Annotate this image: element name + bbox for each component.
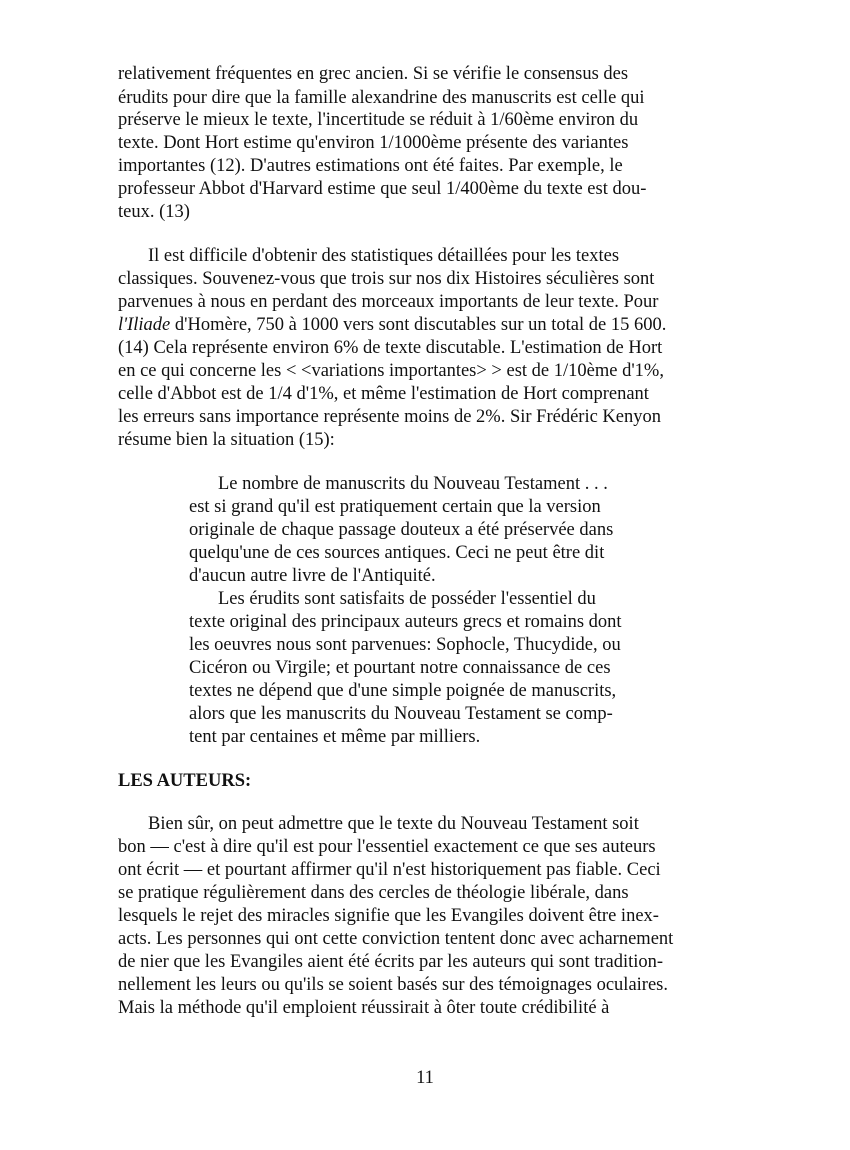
quote-line: est si grand qu'il est pratiquement certain que la version — [189, 497, 601, 517]
paragraph-line: celle d'Abbot est de 1/4 d'1%, et même l'estimation de Hort comprenant — [118, 384, 649, 404]
paragraph-line: bon — c'est à dire qu'il est pour l'essentiel exactement ce que ses auteurs — [118, 837, 656, 857]
paragraph-line: nellement les leurs ou qu'ils se soient basés sur des témoignages oculaires. — [118, 975, 668, 995]
paragraph-line: lesquels le rejet des miracles signifie que les Evangiles doivent être inex- — [118, 906, 659, 926]
quote-line: les oeuvres nous sont parvenues: Sophocle, Thucydide, ou — [189, 635, 621, 655]
book-title-italic: l'Iliade — [118, 315, 171, 335]
quote-line: textes ne dépend que d'une simple poignée de manuscrits, — [189, 681, 617, 701]
paragraph-line — [118, 313, 666, 337]
paragraph-line: de nier que les Evangiles aient été écrits par les auteurs qui sont tradition- — [118, 952, 664, 972]
page-number: 11 — [416, 1068, 434, 1088]
paragraph-line: relativement fréquentes en grec ancien. Si se vérifie le consensus des — [118, 64, 629, 84]
quote-line: tent par centaines et même par milliers. — [189, 727, 481, 747]
paragraph-line: érudits pour dire que la famille alexandrine des manuscrits est celle qui — [118, 88, 645, 108]
quote-line: d'aucun autre livre de l'Antiquité. — [189, 566, 436, 586]
paragraph-line: se pratique régulièrement dans des cercles de théologie libérale, dans — [118, 883, 629, 903]
paragraph-line: classiques. Souvenez-vous que trois sur nos dix Histoires séculières sont — [118, 269, 655, 289]
quote-line: Cicéron ou Virgile; et pourtant notre connaissance de ces — [189, 658, 611, 678]
quote-line: texte original des principaux auteurs grecs et romains dont — [189, 612, 622, 632]
paragraph-line: en ce qui concerne les < <variations importantes> > est de 1/10ème d'1%, — [118, 361, 664, 381]
paragraph-line: professeur Abbot d'Harvard estime que seul 1/400ème du texte est dou- — [118, 179, 647, 199]
quote-line: quelqu'une de ces sources antiques. Ceci ne peut être dit — [189, 543, 605, 563]
paragraph-line: Bien sûr, on peut admettre que le texte du Nouveau Testament soit — [148, 814, 639, 834]
paragraph-line: (14) Cela représente environ 6% de texte discutable. L'estimation de Hort — [118, 338, 663, 358]
line-text: d'Homère, 750 à 1000 vers sont discutables sur un total de 15 600. — [170, 315, 667, 335]
paragraph-line: parvenues à nous en perdant des morceaux importants de leur texte. Pour — [118, 292, 659, 312]
paragraph-line: Mais la méthode qu'il emploient réussirait à ôter toute crédibilité à — [118, 998, 610, 1018]
section-heading: LES AUTEURS: — [118, 771, 252, 791]
paragraph-line: résume bien la situation (15): — [118, 430, 335, 450]
quote-line: alors que les manuscrits du Nouveau Testament se comp- — [189, 704, 613, 724]
paragraph-line: teux. (13) — [118, 202, 190, 222]
paragraph-line: importantes (12). D'autres estimations ont été faites. Par exemple, le — [118, 156, 623, 176]
paragraph-line: préserve le mieux le texte, l'incertitude se réduit à 1/60ème environ du — [118, 110, 639, 130]
paragraph-line: ont écrit — et pourtant affirmer qu'il n'est historiquement pas fiable. Ceci — [118, 860, 661, 880]
quote-line: Le nombre de manuscrits du Nouveau Testament . . . — [218, 474, 608, 494]
paragraph-line: Il est difficile d'obtenir des statistiques détaillées pour les textes — [148, 246, 620, 266]
paragraph-line: acts. Les personnes qui ont cette conviction tentent donc avec acharnement — [118, 929, 674, 949]
quote-line: Les érudits sont satisfaits de posséder l'essentiel du — [218, 589, 596, 609]
paragraph-line: les erreurs sans importance représente moins de 2%. Sir Frédéric Kenyon — [118, 407, 662, 427]
paragraph-line: texte. Dont Hort estime qu'environ 1/1000ème présente des variantes — [118, 133, 629, 153]
quote-line: originale de chaque passage douteux a été préservée dans — [189, 520, 614, 540]
